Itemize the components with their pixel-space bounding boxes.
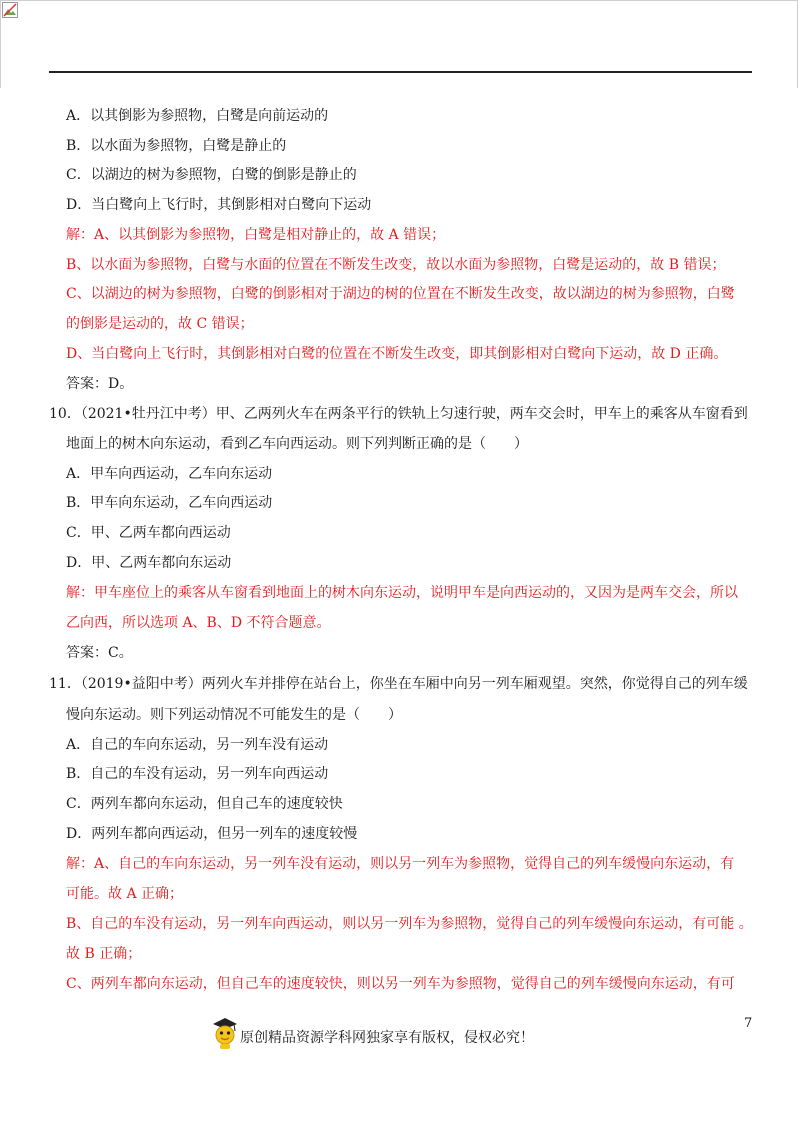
solution-line: 可能。故 A 正确； <box>66 886 184 902</box>
option-a: A．甲车向西运动，乙车向东运动 <box>66 466 273 482</box>
page-number: 7 <box>744 1016 753 1031</box>
question-10: 10．（2021•牡丹江中考）甲、乙两列火车在两条平行的铁轨上匀速行驶，两车交会时，甲车上的乘客从车窗看到 <box>49 406 748 422</box>
solution-line: 解：甲车座位上的乘客从车窗看到地面上的树木向东运动，说明甲车是向西运动的，又因为是两车交会，所以 <box>66 585 738 601</box>
question-11-cont: 慢向东运动。则下列运动情况不可能发生的是（ ） <box>66 707 402 723</box>
solution-line: D、当白鹭向上飞行时，其倒影相对白鹭的位置在不断发生改变，即其倒影相对白鹭向下运动，故 D 正确。 <box>66 346 728 362</box>
header-rule <box>49 71 752 73</box>
option-a: A．以其倒影为参照物，白鹭是向前运动的 <box>66 108 329 124</box>
solution-line: 解：A、自己的车向东运动，另一列车没有运动，则以另一列车为参照物，觉得自己的列车缓慢向东运动，有 <box>66 856 735 872</box>
option-c: C．以湖边的树为参照物，白鹭的倒影是静止的 <box>66 167 357 183</box>
solution-line: C、两列车都向东运动，但自己车的速度较快，则以另一列车为参照物，觉得自己的列车缓慢向东运动，有可 <box>66 976 735 992</box>
solution-line: C、以湖边的树为参照物，白鹭的倒影相对于湖边的树的位置在不断发生改变，故以湖边的树为参照物，白鹭 <box>66 286 735 302</box>
solution-line: 故 B 正确； <box>66 946 142 962</box>
answer-line: 答案：C。 <box>66 645 133 661</box>
copyright-footer: 原创精品资源学科网独家享有版权，侵权必究！ <box>240 1030 534 1046</box>
option-d: D．当白鹭向上飞行时，其倒影相对白鹭向下运动 <box>66 197 372 213</box>
solution-line: 解：A、以其倒影为参照物，白鹭是相对静止的，故 A 错误； <box>66 227 446 243</box>
option-a: A．自己的车向东运动，另一列车没有运动 <box>66 737 329 753</box>
option-b: B．自己的车没有运动，另一列车向西运动 <box>66 766 329 782</box>
option-b: B．以水面为参照物，白鹭是静止的 <box>66 138 287 154</box>
solution-line: 乙向西，所以选项 A、B、D 不符合题意。 <box>66 615 331 631</box>
option-d: D．甲、乙两车都向东运动 <box>66 555 232 571</box>
option-c: C．甲、乙两车都向西运动 <box>66 525 231 541</box>
answer-line: 答案：D。 <box>66 376 134 392</box>
question-11: 11．（2019•益阳中考）两列火车并排停在站台上，你坐在车厢中向另一列车厢观望。突然，你觉得自己的列车缓 <box>49 676 748 692</box>
solution-line: B、自己的车没有运动，另一列车向西运动，则以另一列车为参照物，觉得自己的列车缓慢向东运动，有可能 。 <box>66 916 753 932</box>
option-c: C．两列车都向东运动，但自己车的速度较快 <box>66 796 343 812</box>
option-b: B．甲车向东运动，乙车向西运动 <box>66 495 273 511</box>
broken-image-icon <box>2 2 18 18</box>
question-10-cont: 地面上的树木向东运动，看到乙车向西运动。则下列判断正确的是（ ） <box>66 436 528 452</box>
page-header-frame <box>0 0 798 88</box>
option-d: D．两列车都向西运动，但另一列车的速度较慢 <box>66 826 358 842</box>
solution-line: B、以水面为参照物，白鹭与水面的位置在不断发生改变，故以水面为参照物，白鹭是运动的，故 B 错误； <box>66 257 726 273</box>
solution-line: 的倒影是运动的，故 C 错误； <box>66 316 254 332</box>
graduate-mascot-icon <box>210 1016 240 1050</box>
